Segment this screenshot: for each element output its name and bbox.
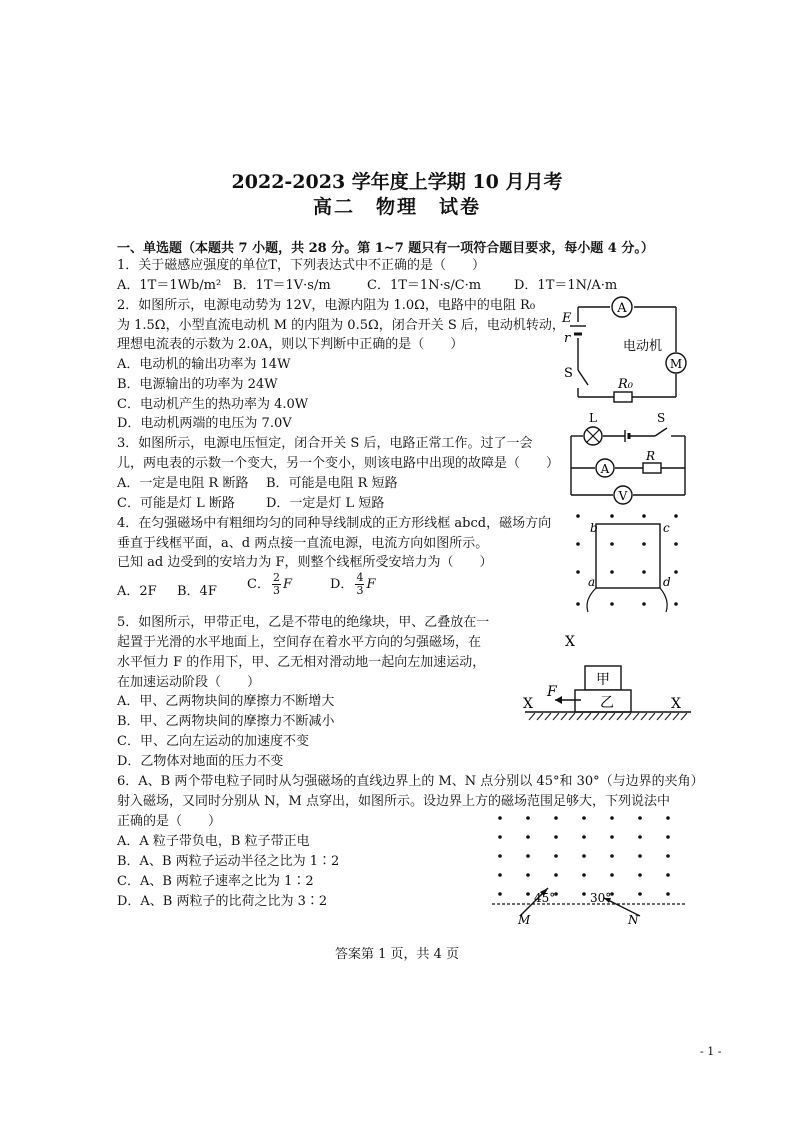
q3-lamp-icon (584, 427, 602, 445)
q5-stem-line-2: 起置于光滑的水平地面上，空间存在着水平方向的匀强磁场，在 (117, 635, 482, 650)
q6-field-dot (554, 835, 558, 839)
q5-hatch-line (649, 713, 655, 720)
q6-field-dot (554, 873, 558, 877)
q4-field-dot (576, 514, 580, 518)
q6-magnetic-field-dots (498, 816, 670, 896)
q4-field-dot (610, 602, 614, 606)
q6-field-dot (666, 854, 670, 858)
q3-label-s: S (657, 411, 666, 425)
q6-option-b: B．A、B 两粒子运动半径之比为 1∶2 (117, 854, 340, 869)
q1-stem: 1．关于磁感应强度的单位T，下列表达式中不正确的是（ ） (117, 258, 485, 273)
q6-field-dot (526, 816, 530, 820)
q5-option-c: C．甲、乙向左运动的加速度不变 (117, 734, 309, 749)
q5-label-yi: 乙 (600, 695, 614, 711)
q6-field-dot (498, 835, 502, 839)
q4-field-dot (674, 542, 678, 546)
q2-option-a: A．电动机的输出功率为 14W (117, 357, 291, 372)
q4-stem-line-1: 4．在匀强磁场中有粗细均匀的同种导线制成的正方形线框 abcd，磁场方向 (117, 516, 552, 531)
q5-hatch-line (633, 713, 639, 720)
q5-option-d: D．乙物体对地面的压力不变 (117, 754, 284, 769)
q6-stem-line-1: 6．A、B 两个带电粒子同时从匀强磁场的直线边界上的 M、N 点分别以 45°和 30°（与边界的夹角） (117, 774, 704, 789)
q6-field-dot (582, 816, 586, 820)
q5-hatch-line (657, 713, 663, 720)
q2-label-e: E (562, 311, 572, 326)
q6-stem-line-2: 射入磁场，又同时分别从 N，M 点穿出，如图所示。设边界上方的磁场范围足够大，下列说法中 (117, 794, 670, 809)
q6-boundary-figure (490, 810, 690, 928)
q6-field-dot (526, 892, 530, 896)
q5-hatch-line (665, 713, 671, 720)
q4-lead-a (587, 588, 596, 612)
q3-voltmeter-label: V (618, 489, 628, 503)
q4-field-dot (674, 514, 678, 518)
q6-field-dot (526, 854, 530, 858)
q4-field-dot (674, 602, 678, 606)
q6-label-m: M (518, 913, 531, 927)
q4-option-c: C． $\frac{2}{3}$ F (247, 571, 292, 597)
q4-label-c: c (663, 521, 670, 535)
q5-label-jia: 甲 (596, 672, 610, 688)
q6-field-dot (582, 873, 586, 877)
q6-angle-45: 45° (534, 891, 556, 905)
q2-label-r0: R₀ (618, 377, 633, 392)
q5-hatch-line (601, 713, 607, 720)
q5-label-f: F (547, 684, 557, 700)
q4-field-dot (610, 570, 614, 574)
q6-field-dot (638, 873, 642, 877)
q2-stem-line-2: 为 1.5Ω，小型直流电动机 M 的内阻为 0.5Ω，闭合开关 S 后，电动机转动， (117, 318, 565, 333)
q2-resistor-icon (614, 392, 632, 402)
q5-hatch-line (561, 713, 567, 720)
q4-stem-line-3: 已知 ad 边受到的安培力为 F，则整个线框所受安培力为（ ） (117, 555, 493, 570)
q3-ammeter-label: A (600, 462, 610, 476)
q5-option-a: A．甲、乙两物块间的摩擦力不断增大 (117, 694, 335, 709)
page-footer: 答案第 1 页，共 4 页 (334, 947, 460, 962)
q6-stem-line-3: 正确的是（ ） (117, 814, 222, 829)
q5-hatch-line (593, 713, 599, 720)
q5-stem-line-1: 5．如图所示，甲带正电，乙是不带电的绝缘块，甲、乙叠放在一 (117, 615, 490, 630)
q4-label-a: a (588, 575, 596, 589)
q1-option-a: A．1T＝1Wb/m² (117, 278, 222, 293)
q5-hatch-line (537, 713, 543, 720)
q4-field-dot (642, 542, 646, 546)
q2-motor-symbol: M (669, 357, 683, 371)
q4-field-dot (576, 542, 580, 546)
q6-label-n: N (628, 913, 639, 927)
q4-field-dot (642, 570, 646, 574)
q5-hatch-line (617, 713, 623, 720)
q6-field-dot (498, 816, 502, 820)
q6-field-dot (498, 854, 502, 858)
q4-stem-line-2: 垂直于线框平面，a、d 两点接一直流电源，电流方向如图所示。 (117, 536, 489, 551)
q4-label-b: b (590, 521, 598, 535)
q3-option-d: D．一定是灯 L 短路 (266, 496, 385, 511)
q2-label-r: r (564, 331, 571, 346)
q6-field-dot (610, 835, 614, 839)
q2-option-b: B．电源输出的功率为 24W (117, 377, 278, 392)
q5-hatch-line (641, 713, 647, 720)
exam-title: 2022-2023 学年度上学期 10 月月考 (231, 171, 563, 193)
q2-label-s: S (564, 366, 573, 381)
q6-field-dot (666, 835, 670, 839)
q2-stem-line-1: 2．如图所示，电源电动势为 12V，电源内阻为 1.0Ω，电路中的电阻 R₀ (117, 298, 536, 313)
q5-hatch-line (609, 713, 615, 720)
q4-field-dot (642, 514, 646, 518)
q1-option-b: B．1T＝1V·s/m (233, 278, 331, 293)
q5-hatch-line (553, 713, 559, 720)
q4-option-b: B．4F (177, 584, 217, 599)
q5-hatch-line (585, 713, 591, 720)
q5-hatch-line (577, 713, 583, 720)
q2-circuit-figure (558, 292, 688, 412)
q5-stem-line-3: 水平恒力 F 的作用下，甲、乙无相对滑动地一起向左加速运动， (117, 655, 486, 670)
q3-option-c: C．可能是灯 L 断路 (117, 496, 235, 511)
q5-hatch-line (681, 713, 687, 720)
q4-lead-d (660, 588, 667, 612)
q6-field-dot (582, 854, 586, 858)
q5-hatch-line (529, 713, 535, 720)
q4-label-d: d (663, 575, 671, 589)
q6-field-dot (610, 854, 614, 858)
q5-field-x-2: X (523, 696, 533, 712)
q6-field-dot (638, 835, 642, 839)
q5-field-x-1: X (565, 634, 575, 650)
q6-field-dot (638, 892, 642, 896)
q6-field-dot (666, 816, 670, 820)
q1-option-c: C．1T＝1N·s/C·m (367, 278, 482, 293)
q2-stem-line-3: 理想电流表的示数为 2.0A，则以下判断中正确的是（ ） (117, 337, 464, 352)
q2-battery-icon (570, 326, 586, 334)
q4-field-dot (610, 542, 614, 546)
q3-option-b: B．可能是电阻 R 短路 (266, 476, 398, 491)
q5-stem-line-4: 在加速运动阶段（ ） (117, 675, 261, 690)
q6-field-dot (554, 854, 558, 858)
q6-field-dot (638, 816, 642, 820)
q3-label-r: R (646, 449, 656, 463)
q6-option-d: D．A、B 两粒子的比荷之比为 3∶2 (117, 894, 328, 909)
q4-wire-frame-figure (566, 508, 686, 618)
page-number: - 1 - (700, 1045, 722, 1058)
q5-ground-hatching (529, 713, 687, 720)
q6-field-dot (638, 854, 642, 858)
q6-angle-30: 30° (590, 891, 612, 905)
q5-hatch-line (545, 713, 551, 720)
q6-field-dot (582, 835, 586, 839)
q4-field-dot (674, 570, 678, 574)
q6-option-a: A．A 粒子带负电，B 粒子带正电 (117, 834, 310, 849)
q4-field-dot (576, 570, 580, 574)
q5-hatch-line (625, 713, 631, 720)
q1-option-d: D．1T＝1N/A·m (514, 278, 618, 293)
q6-field-dot (554, 816, 558, 820)
q6-field-dot (666, 892, 670, 896)
q6-field-dot (526, 873, 530, 877)
q6-field-dot (610, 873, 614, 877)
q5-blocks-figure (515, 628, 695, 738)
q4-square-frame (596, 524, 660, 588)
q4-field-dot (576, 602, 580, 606)
q3-stem-line-2: 儿，两电表的示数一个变大，另一个变小，则该电路中出现的故障是（ ） (117, 456, 560, 471)
q6-option-c: C．A、B 两粒子速率之比为 1∶2 (117, 874, 314, 889)
q2-option-d: D．电动机两端的电压为 7.0V (117, 416, 292, 431)
q6-field-dot (498, 892, 502, 896)
section-heading: 一、单选题（本题共 7 小题，共 28 分。第 1~7 题只有一项符合题目要求，每小题 4 分。） (117, 241, 654, 256)
q5-field-x-3: X (671, 696, 681, 712)
q2-ammeter-label: A (617, 301, 627, 316)
q2-label-motor: 电动机 (623, 339, 663, 354)
q3-option-a: A．一定是电阻 R 断路 (117, 476, 249, 491)
q4-option-a: A．2F (117, 584, 157, 599)
q6-field-dot (498, 873, 502, 877)
q6-field-dot (582, 892, 586, 896)
q4-field-dot (642, 602, 646, 606)
q4-option-d: D． $\frac{4}{3}$ F (330, 571, 376, 597)
q6-field-dot (526, 835, 530, 839)
q2-option-c: C．电动机产生的热功率为 4.0W (117, 397, 309, 412)
exam-subtitle: 高二 物理 试卷 (312, 196, 481, 218)
q5-option-b: B．甲、乙两物块间的摩擦力不断减小 (117, 714, 335, 729)
q5-hatch-line (673, 713, 679, 720)
q3-circuit-figure (563, 410, 693, 510)
q6-field-dot (610, 816, 614, 820)
q5-hatch-line (569, 713, 575, 720)
q4-field-dot (610, 514, 614, 518)
q3-stem-line-1: 3．如图所示，电源电压恒定，闭合开关 S 后，电路正常工作。过了一会 (117, 436, 533, 451)
q6-field-dot (666, 873, 670, 877)
q3-label-l: L (589, 411, 597, 425)
q3-resistor-icon (643, 463, 661, 473)
